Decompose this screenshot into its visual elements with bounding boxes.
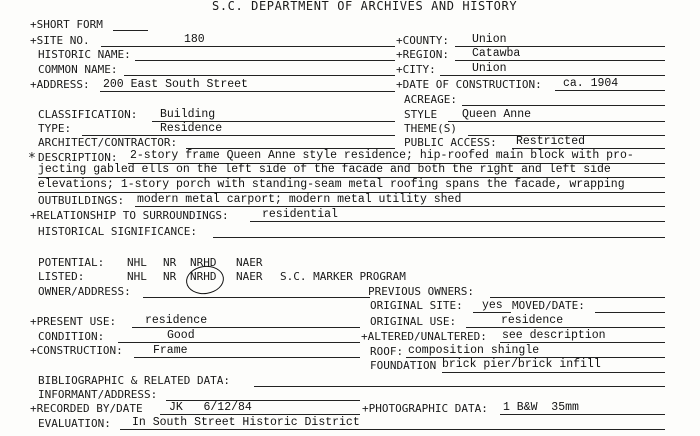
classification-label: CLASSIFICATION: xyxy=(38,108,138,121)
foundation-line xyxy=(442,372,665,373)
potential-label: POTENTIAL: xyxy=(38,256,105,269)
style-value: Queen Anne xyxy=(462,108,532,121)
acreage-label: ACREAGE: xyxy=(404,93,457,106)
site-no-line xyxy=(101,46,395,47)
address-label: +ADDRESS: xyxy=(30,78,90,91)
original-use-line xyxy=(466,327,665,328)
city-label: +CITY: xyxy=(396,63,436,76)
condition-value: Good xyxy=(167,329,195,342)
common-name-line xyxy=(124,75,395,76)
themes-label: THEME(S) xyxy=(404,122,457,135)
acreage-line xyxy=(462,105,665,106)
region-label: +REGION: xyxy=(396,48,449,61)
owner-label: OWNER/ADDRESS: xyxy=(38,285,131,298)
style-line xyxy=(448,121,665,122)
present-use-label: +PRESENT USE: xyxy=(30,315,117,328)
roof-label: ROOF: xyxy=(370,345,404,358)
listed-nr: NR xyxy=(163,270,177,283)
present-use-value: residence xyxy=(145,314,208,327)
recorded-by-line xyxy=(160,414,360,415)
photographic-data-label: +PHOTOGRAPHIC DATA: xyxy=(362,402,488,415)
address-value: 200 East South Street xyxy=(103,78,248,91)
marker-program-label: S.C. MARKER PROGRAM xyxy=(280,270,406,283)
site-no-value: 180 xyxy=(184,33,205,46)
public-access-value: Restricted xyxy=(516,135,586,148)
informant-label: INFORMANT/ADDRESS: xyxy=(38,388,158,401)
recorded-by-label: +RECORDED BY/DATE xyxy=(30,402,143,415)
short-form-line xyxy=(113,30,148,31)
listed-nhl: NHL xyxy=(127,270,147,283)
city-line xyxy=(440,75,665,76)
evaluation-value: In South Street Historic District xyxy=(132,416,360,429)
photographic-data-line xyxy=(500,414,665,415)
short-form-label: +SHORT FORM xyxy=(30,18,103,31)
site-no-label: +SITE NO. xyxy=(30,34,90,47)
county-value: Union xyxy=(472,33,507,46)
type-value: Residence xyxy=(160,122,223,135)
present-use-line xyxy=(132,327,360,328)
construction-value: Frame xyxy=(153,344,188,357)
original-use-value: residence xyxy=(501,314,564,327)
moved-date-line xyxy=(595,312,665,313)
outbuildings-line xyxy=(135,206,665,207)
description-line-1: 2-story frame Queen Anne style residence; hip-roofed main block with pro- xyxy=(130,149,634,162)
city-value: Union xyxy=(472,62,507,75)
listed-label: LISTED: xyxy=(38,270,85,283)
potential-nhl: NHL xyxy=(127,256,147,269)
outbuildings-value: modern metal carport; modern metal utility shed xyxy=(137,193,462,206)
potential-nrhd: NRHD xyxy=(190,256,217,269)
form-title: S.C. DEPARTMENT OF ARCHIVES AND HISTORY xyxy=(212,0,518,13)
listed-naer: NAER xyxy=(236,270,263,283)
description-line-3: elevations; 1-story porch with standing-seam metal roofing spans the facade, wrapping xyxy=(38,178,625,191)
public-access-label: PUBLIC ACCESS: xyxy=(404,136,497,149)
relationship-label: +RELATIONSHIP TO SURROUNDINGS: xyxy=(30,209,229,222)
address-line xyxy=(100,91,395,92)
evaluation-label: EVALUATION: xyxy=(38,417,111,430)
construction-label: +CONSTRUCTION: xyxy=(30,344,123,357)
owner-line xyxy=(143,297,370,298)
original-site-value: yes xyxy=(482,299,503,312)
bibliographic-line xyxy=(254,386,665,387)
altered-value: see description xyxy=(502,329,606,342)
altered-line xyxy=(500,342,665,343)
historic-name-label: HISTORIC NAME: xyxy=(38,48,131,61)
common-name-label: COMMON NAME: xyxy=(38,63,118,76)
bibliographic-label: BIBLIOGRAPHIC & RELATED DATA: xyxy=(38,374,231,387)
relationship-value: residential xyxy=(262,208,338,221)
outbuildings-label: OUTBUILDINGS: xyxy=(38,194,125,207)
previous-owners-label: PREVIOUS OWNERS: xyxy=(368,285,474,298)
potential-naer: NAER xyxy=(236,256,263,269)
previous-owners-line xyxy=(490,297,665,298)
relationship-line xyxy=(250,221,665,222)
description-star: * xyxy=(28,151,36,166)
moved-date-label: MOVED/DATE: xyxy=(512,299,585,312)
evaluation-line xyxy=(120,429,665,430)
potential-nr: NR xyxy=(163,256,177,269)
condition-label: CONDITION: xyxy=(38,330,105,343)
region-line xyxy=(455,60,665,61)
photographic-data-value: 1 B&W 35mm xyxy=(503,401,579,414)
construction-line xyxy=(134,357,360,358)
original-site-line xyxy=(473,312,511,313)
county-label: +COUNTY: xyxy=(396,34,449,47)
original-site-label: ORIGINAL SITE: xyxy=(370,299,463,312)
date-of-construction-line xyxy=(555,90,665,91)
significance-line xyxy=(213,237,665,238)
architect-label: ARCHITECT/CONTRACTOR: xyxy=(38,136,178,149)
date-of-construction-value: ca. 1904 xyxy=(563,77,619,90)
date-of-construction-label: +DATE OF CONSTRUCTION: xyxy=(396,78,542,91)
foundation-value: brick pier/brick infill xyxy=(442,358,601,371)
classification-value: Building xyxy=(160,108,216,121)
altered-label: +ALTERED/UNALTERED: xyxy=(361,330,487,343)
condition-line xyxy=(118,342,360,343)
recorded-by-value: JK 6/12/84 xyxy=(169,401,252,414)
style-label: STYLE xyxy=(404,108,438,121)
listed-nrhd: NRHD xyxy=(190,270,217,283)
significance-label: HISTORICAL SIGNIFICANCE: xyxy=(38,225,197,238)
foundation-label: FOUNDATION xyxy=(370,359,437,372)
description-line-2: jecting gabled ells on the left side of the facade and both the right and left side xyxy=(38,163,611,176)
original-use-label: ORIGINAL USE: xyxy=(370,315,457,328)
roof-value: composition shingle xyxy=(408,344,540,357)
description-label: DESCRIPTION: xyxy=(38,151,118,164)
region-value: Catawba xyxy=(472,47,521,60)
historic-name-line xyxy=(135,60,395,61)
type-label: TYPE: xyxy=(38,122,72,135)
